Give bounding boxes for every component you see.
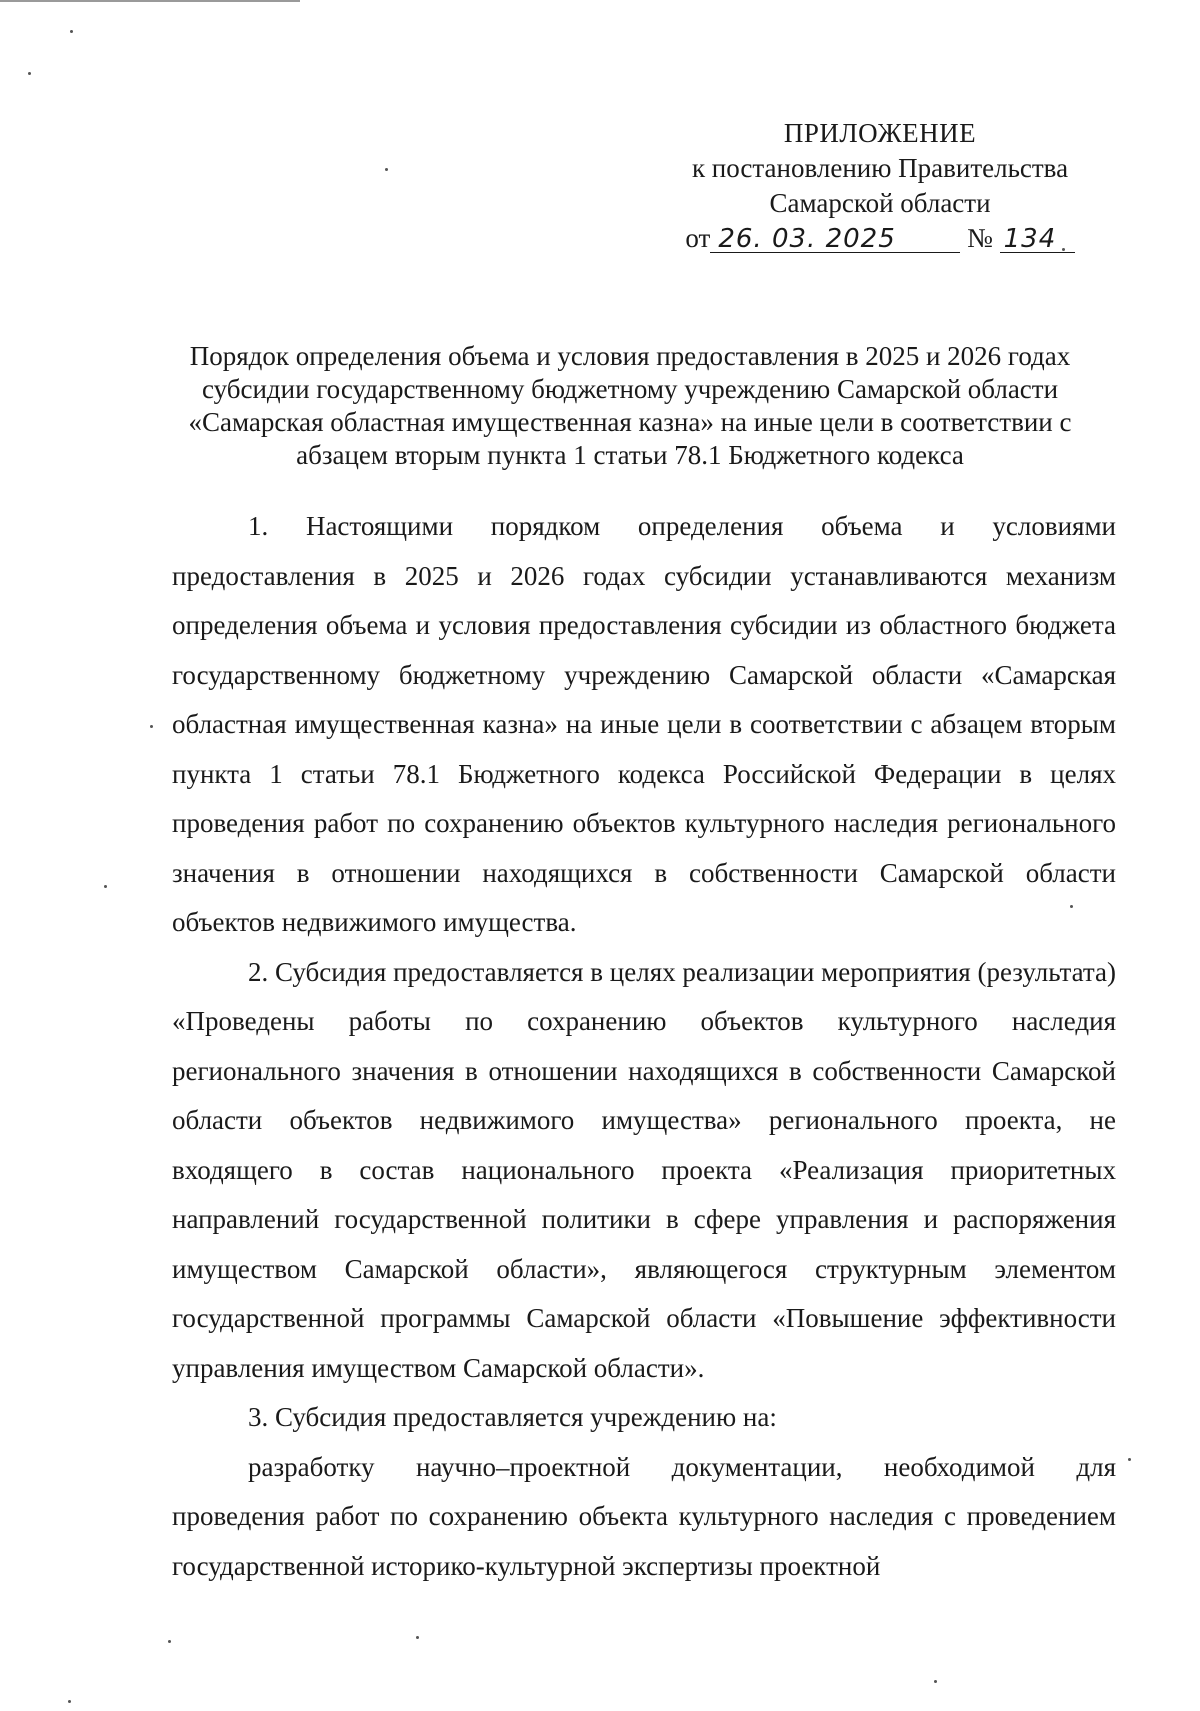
scan-speck [28,72,31,75]
scan-speck [1128,1458,1131,1461]
document-title [160,340,1100,472]
paragraph-4: разработку научно–проектной документации, необходимой для проведения работ по сохранению объекта культурного наследия с проведением государственной историко-культурной экспертизы проектной [172,1451,1116,1581]
scan-speck [150,725,153,728]
scan-speck [70,30,73,33]
title-line: «Самарская областная имущественная казна» на иные цели в соответствии с [188,407,1072,437]
date-number-line [640,221,1120,256]
scan-speck [934,1680,937,1683]
date-prefix: от [685,223,711,253]
scan-speck [104,885,107,888]
appendix-block [640,116,1120,256]
title-line: абзацем вторым пункта 1 статьи 78.1 Бюджетного кодекса [296,440,964,470]
scan-speck [416,1636,419,1639]
paragraph-1: 1. Настоящими порядком определения объема и условиями предоставления в 2025 и 2026 годах субсидии устанавливаются механизм определения объема и условия предоставления субсидии из областного бюджета государственному бюджетному учреждению Самарской области «Самарская областная имущественная казна» на иные цели в соответствии с абзацем вторым пункта 1 статьи 78.1 Бюджетного кодекса Российской Федерации в целях проведения работ по сохранению объектов культурного наследия регионального значения в отношении находящихся в собственности Самарской области объектов недвижимого имущества. [172,511,1116,937]
title-line: Порядок определения объема и условия предоставления в 2025 и 2026 годах [189,341,1071,371]
paragraph-2: 2. Субсидия предоставляется в целях реализации мероприятия (результата) «Проведены работы по сохранению объектов культурного наследия регионального значения в отношении находящихся в собственности Самарской области объектов недвижимого имущества» регионального проекта, не входящего в состав национального проекта «Реализация приоритетных направлений государственной политики в сфере управления и распоряжения имуществом Самарской области», являющегося структурным элементом государственной программы Самарской области «Повышение эффективности управления имуществом Самарской области». [172,956,1116,1383]
appendix-title: ПРИЛОЖЕНИЕ [783,118,977,148]
scan-speck [168,1640,171,1643]
title-line: субсидии государственному бюджетному учреждению Самарской области [201,374,1059,404]
paragraph-3: 3. Субсидия предоставляется учреждению на: [248,1402,777,1432]
scan-speck [385,168,388,171]
appendix-line: к постановлению Правительства [691,153,1069,183]
handwritten-number: 134 [1000,226,1075,253]
scan-edge-line [0,0,300,2]
number-prefix: № [967,223,993,253]
scan-speck [68,1700,71,1703]
appendix-line: Самарской области [769,188,991,218]
handwritten-date: 26. 03. 2025 [710,226,960,253]
document-body [172,502,1116,1591]
